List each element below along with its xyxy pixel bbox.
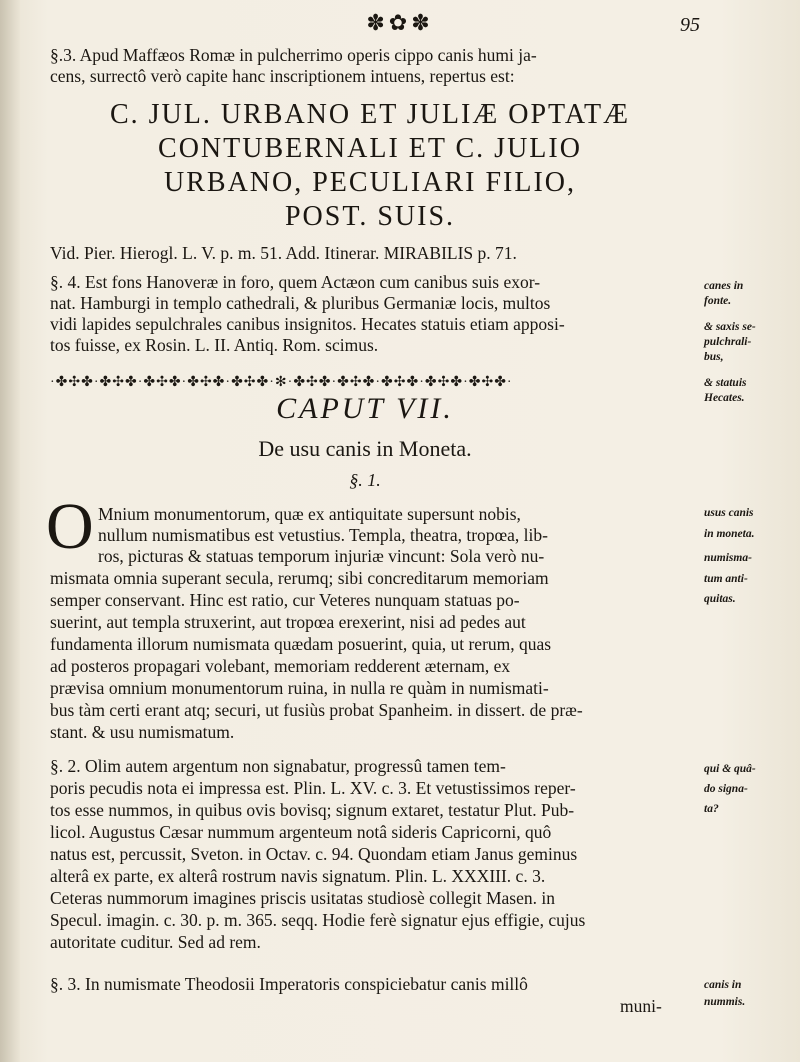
text-line: alterâ ex parte, ex alterâ rostrum navis signatum. Plin. L. XXXIII. c. 3. xyxy=(50,866,546,886)
text-line: nat. Hamburgi in templo cathedrali, & pluribus Germaniæ locis, multos xyxy=(50,293,551,313)
text-line: §. 2. Olim autem argentum non signabatur, progressû tamen tem- xyxy=(50,756,506,776)
text-line: autoritate cuditur. Sed ad rem. xyxy=(50,932,261,952)
text-line: semper conservant. Hinc est ratio, cur Veteres nunquam statuas po- xyxy=(50,590,520,610)
text-line: stant. & usu numismatum. xyxy=(50,722,235,742)
margin-note: pulchrali- xyxy=(704,336,752,348)
text-line: fundamenta illorum numismata quædam posuerint, quia, ut rerum, quas xyxy=(50,634,552,654)
citation-line: Vid. Pier. Hierogl. L. V. p. m. 51. Add. Itinerar. MIRABILIS p. 71. xyxy=(50,243,517,263)
margin-note: & saxis se- xyxy=(704,321,756,333)
margin-note: quitas. xyxy=(704,593,736,605)
text-line: bus tàm certi erant atq; securi, ut fusiùs probat Spanheim. in dissert. de præ- xyxy=(50,700,583,720)
margin-note: & statuis xyxy=(704,377,747,389)
inscription-line: POST. SUIS. xyxy=(284,201,456,232)
text-line: nullum numismatibus est vetustius. Templa, theatra, tropœa, lib- xyxy=(98,525,548,545)
inscription-line: C. JUL. URBANO ET JULIÆ OPTATÆ xyxy=(109,99,631,130)
inscription-line: CONTUBERNALI ET C. JULIO xyxy=(158,133,582,164)
chapter-title: CAPUT VII. xyxy=(276,392,454,425)
margin-note: in moneta. xyxy=(704,528,755,540)
text-line: §.3. Apud Maffæos Romæ in pulcherrimo operis cippo canis humi ja- xyxy=(50,45,537,65)
page-number: 95 xyxy=(680,14,700,36)
text-line: §. 4. Est fons Hanoveræ in foro, quem Actæon cum canibus suis exor- xyxy=(50,272,541,292)
text-line: tos esse nummos, in quibus ovis bovisq; signum extaret, testatur Plut. Pub- xyxy=(50,800,575,820)
text-line: poris pecudis nota ei impressa est. Plin. L. XV. c. 3. Et vetustissimos reper- xyxy=(50,778,576,798)
chapter-subtitle: De usu canis in Moneta. xyxy=(258,436,472,461)
margin-note: numisma- xyxy=(704,552,752,564)
margin-note: bus, xyxy=(704,351,724,363)
header-ornament: ✽✿✽ xyxy=(366,10,434,35)
text-line: muni- xyxy=(620,996,662,1016)
text-line: Specul. imagin. c. 30. p. m. 365. seqq. Hodie ferè signatur ejus effigie, cujus xyxy=(50,910,586,930)
margin-note: nummis. xyxy=(704,996,746,1008)
margin-note: usus canis xyxy=(704,507,754,519)
text-line: ros, picturas & statuas temporum injuriæ vincunt: Sola verò nu- xyxy=(98,546,545,566)
section-number: §. 1. xyxy=(349,470,381,490)
inscription-line: URBANO, PECULIARI FILIO, xyxy=(164,167,576,198)
margin-note: ta? xyxy=(704,803,719,815)
margin-note: do signa- xyxy=(704,783,748,795)
margin-note: fonte. xyxy=(704,295,732,307)
text-line: ad posteros propagari volebant, memoriam redderent æternam, ex xyxy=(50,656,511,676)
text-line: natus est, percussit, Sveton. in Octav. c. 94. Quondam etiam Janus geminus xyxy=(50,844,578,864)
text-line: prævisa omnium monumentorum ruina, in nulla re quàm in numismati- xyxy=(50,678,549,698)
text-line: licol. Augustus Cæsar nummum argenteum notâ sideris Capricorni, quô xyxy=(50,822,552,842)
text-line: tos fuisse, ex Rosin. L. II. Antiq. Rom. scimus. xyxy=(50,335,379,355)
drop-cap: O xyxy=(46,490,94,563)
text-line: suerint, aut templa struxerint, aut tropœa erexerint, nisi ad pedes aut xyxy=(50,612,526,632)
margin-note: canes in xyxy=(704,280,744,292)
margin-note: Hecates. xyxy=(704,392,745,404)
ornamental-divider: ·✤✣✤·✤✣✤·✤✣✤·✤✣✤·✤✣✤·✻·✤✣✤·✤✣✤·✤✣✤·✤✣✤·✤✣✤· xyxy=(50,375,513,390)
text-line: Mnium monumentorum, quæ ex antiquitate supersunt nobis, xyxy=(98,504,521,524)
margin-note: tum anti- xyxy=(704,573,748,585)
margin-note: canis in xyxy=(704,979,742,991)
text-line: cens, surrectô verò capite hanc inscriptionem intuens, repertus est: xyxy=(50,66,515,86)
margin-note: qui & quâ- xyxy=(704,763,756,775)
text-line: §. 3. In numismate Theodosii Imperatoris conspiciebatur canis millô xyxy=(50,974,528,994)
text-line: mismata omnia superant secula, rerumq; sibi concreditarum memoriam xyxy=(50,568,549,588)
text-line: Ceteras nummorum imagines priscis usitatas studiosè collegit Masen. in xyxy=(50,888,555,908)
text-line: vidi lapides sepulchrales canibus insignitos. Hecates statuis etiam apposi- xyxy=(50,314,565,334)
